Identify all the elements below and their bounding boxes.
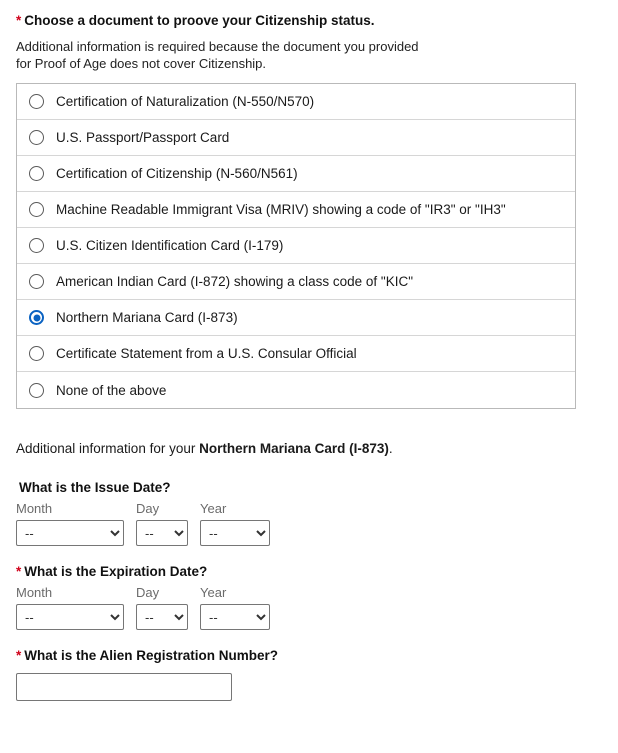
expiration-date-day-label: Day: [136, 585, 160, 601]
expiration-date-group: [16, 564, 602, 630]
radio-icon[interactable]: [29, 346, 44, 361]
expiration-date-day-select[interactable]: [136, 604, 188, 630]
expiration-date-year-col: [200, 585, 270, 630]
issue-date-label: [16, 480, 602, 495]
alien-number-input[interactable]: [16, 673, 232, 701]
document-options-list: [16, 83, 576, 409]
page-title-text: Choose a document to proove your Citizenship status.: [24, 13, 375, 28]
issue-date-label-text: What is the Issue Date?: [19, 480, 171, 496]
radio-icon[interactable]: [29, 383, 44, 398]
issue-date-year-col: [200, 501, 270, 546]
option-label: Machine Readable Immigrant Visa (MRIV) showing a code of "IR3" or "IH3": [56, 202, 506, 218]
option-label: Certification of Naturalization (N-550/N570): [56, 94, 315, 110]
option-row[interactable]: [17, 192, 575, 228]
option-label: Certificate Statement from a U.S. Consular Official: [56, 346, 357, 362]
radio-icon[interactable]: [29, 166, 44, 181]
issue-date-row: [16, 501, 602, 546]
alien-number-label-text: What is the Alien Registration Number?: [24, 648, 279, 664]
radio-icon[interactable]: [29, 238, 44, 253]
option-row[interactable]: [17, 336, 575, 372]
additional-info-suffix: .: [388, 441, 393, 457]
issue-date-group: [16, 480, 602, 546]
option-row[interactable]: [17, 120, 575, 156]
page-title: [16, 12, 602, 30]
expiration-date-month-col: [16, 585, 124, 630]
helper-text-line2: for Proof of Age does not cover Citizenship.: [16, 56, 267, 72]
issue-date-day-col: [136, 501, 188, 546]
option-label: None of the above: [56, 382, 167, 398]
option-label: Northern Mariana Card (I-873): [56, 310, 238, 326]
radio-icon-selected[interactable]: [29, 310, 44, 325]
option-row[interactable]: [17, 156, 575, 192]
required-asterisk: *: [16, 13, 22, 28]
expiration-date-label: [16, 564, 602, 579]
additional-info-document: Northern Mariana Card (I-873): [199, 441, 389, 457]
expiration-date-month-select[interactable]: [16, 604, 124, 630]
radio-icon[interactable]: [29, 130, 44, 145]
option-row[interactable]: [17, 228, 575, 264]
issue-date-month-label: Month: [16, 501, 53, 517]
helper-text: [16, 38, 486, 74]
additional-info-prefix: Additional information for your: [16, 441, 200, 457]
issue-date-month-select[interactable]: [16, 520, 124, 546]
expiration-date-row: [16, 585, 602, 630]
radio-icon[interactable]: [29, 94, 44, 109]
issue-date-day-label: Day: [136, 501, 160, 517]
issue-date-year-label: Year: [200, 501, 227, 517]
alien-number-label: [16, 648, 602, 663]
issue-date-day-select[interactable]: [136, 520, 188, 546]
issue-date-month-col: [16, 501, 124, 546]
alien-number-required-asterisk: *: [16, 648, 22, 664]
expiration-date-month-label: Month: [16, 585, 53, 601]
expiration-date-required-asterisk: *: [16, 564, 22, 580]
option-row[interactable]: [17, 264, 575, 300]
option-label: American Indian Card (I-872) showing a class code of "KIC": [56, 274, 413, 290]
issue-date-year-select[interactable]: [200, 520, 270, 546]
option-label: U.S. Passport/Passport Card: [56, 130, 230, 146]
expiration-date-label-text: What is the Expiration Date?: [24, 564, 208, 580]
option-label: U.S. Citizen Identification Card (I-179): [56, 238, 284, 254]
radio-icon[interactable]: [29, 202, 44, 217]
option-row[interactable]: [17, 372, 575, 408]
expiration-date-day-col: [136, 585, 188, 630]
helper-text-line1: Additional information is required because the document you provided: [16, 38, 419, 54]
expiration-date-year-select[interactable]: [200, 604, 270, 630]
additional-info-text: [16, 441, 602, 456]
option-row[interactable]: [17, 84, 575, 120]
option-label: Certification of Citizenship (N-560/N561): [56, 166, 298, 182]
expiration-date-year-label: Year: [200, 585, 227, 601]
option-row-selected[interactable]: [17, 300, 575, 336]
radio-icon[interactable]: [29, 274, 44, 289]
alien-registration-number-group: [16, 648, 602, 701]
